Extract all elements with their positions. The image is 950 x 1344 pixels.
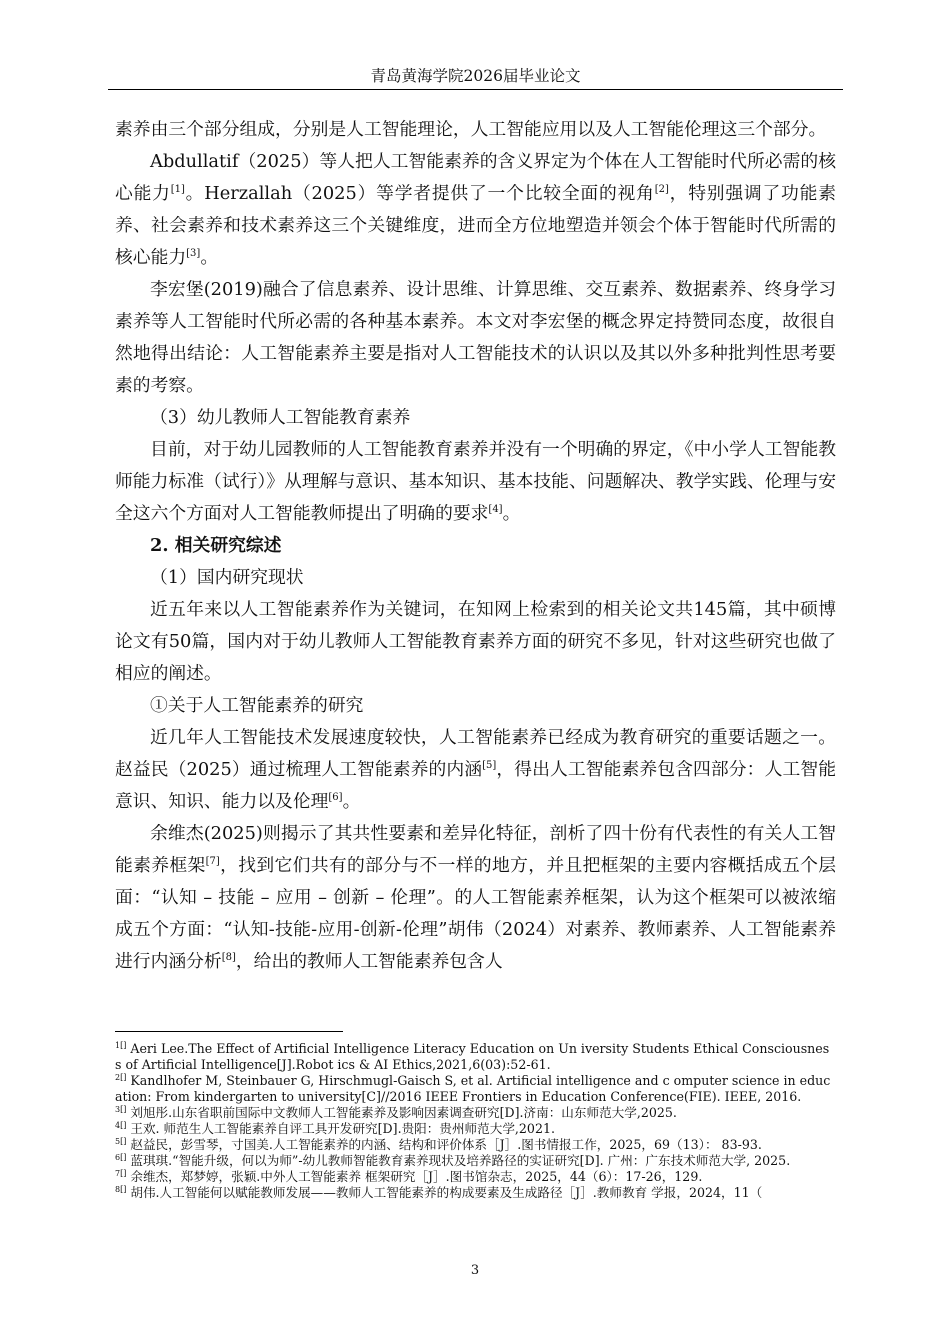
body-text — [115, 114, 836, 978]
page-number: 3 — [470, 1263, 480, 1278]
paragraph: 余维杰(2025)则揭示了其共性要素和差异化特征，剖析了四十份有代表性的有关人工智能素养框架[7]，找到它们共有的部分与不一样的地方，并且把框架的主要内容概括成五个层面：“认知 – 技能 – 应用 – 创新 – 伦理”。的人工智能素养框架，认为这个框架可以被浓缩成五个方面：“认知-技能-应用-创新-伦理”胡伟（2024）对素养、教师素养、人工智能素养进行内涵分析[8]，给出的教师人工智能素养包含人 — [115, 823, 836, 972]
footnote: $^{5[]}$ 赵益民，彭雪琴，寸国美.人工智能素养的内涵、结构和评价体系［J］.图书情报工作，2025，69（13）： 83-93. — [115, 1136, 762, 1152]
header-rule — [108, 89, 843, 90]
footnote-marker: 2[] — [115, 1072, 127, 1082]
citation-marker: [7] — [205, 856, 220, 868]
citation-marker: [3] — [186, 248, 201, 260]
footnote-marker: 4[] — [115, 1120, 127, 1130]
footnote: $^{7[]}$ 余维杰，郑梦婷，张颖.中外人工智能素养 框架研究［J］.图书馆杂志，2025，44（6）：17-26，129. — [115, 1168, 703, 1184]
citation-marker: [2] — [654, 184, 669, 196]
citation-marker: [5] — [482, 760, 497, 772]
subsection-heading: （1）国内研究现状 — [150, 567, 304, 588]
footnote: $^{4[]}$ 王欢. 师范生人工智能素养自评工具开发研究[D].贵阳：贵州师范大学,2021. — [115, 1120, 555, 1136]
footnote-marker: 1[] — [115, 1040, 127, 1050]
footnote: $^{6[]}$ 蓝琪琪.“智能升级，何以为师”-幼儿教师智能教育素养现状及培养路径的实证研究[D]. 广州：广东技术师范大学, 2025. — [115, 1152, 791, 1168]
citation-marker: [8] — [221, 952, 236, 964]
footnote: $^{1[]}$ Aeri Lee.The Effect of Artificial Intelligence Literacy Education on Un iversity Students Ethical Consciousness of Artificial Intelligence[J].Robot ics & AI Ethics,2021,6(03):52-61. — [115, 1040, 830, 1072]
page-header: 青岛黄海学院2026届毕业论文 — [370, 67, 581, 85]
subsection-heading: （3）幼儿教师人工智能教育素养 — [150, 407, 411, 428]
footnote-separator — [115, 1031, 343, 1032]
footnote: $^{2[]}$ Kandlhofer M, Steinbauer G, Hirschmugl-Gaisch S, et al. Artificial intelligence and c omputer science in education: From kindergarten to university[C]//2016 IEEE Frontiers in Education Conference(FIE). IEEE, 2016. — [115, 1072, 831, 1104]
footnote-marker: 8[] — [115, 1184, 127, 1194]
footnotes — [115, 1041, 835, 1201]
paragraph: 李宏堡(2019)融合了信息素养、设计思维、计算思维、交互素养、数据素养、终身学习素养等人工智能时代所必需的各种基本素养。本文对李宏堡的概念界定持赞同态度，故很自然地得出结论：人工智能素养主要是指对人工智能技术的认识以及其以外多种批判性思考要素的考察。 — [115, 279, 836, 396]
section-heading: 2. 相关研究综述 — [150, 535, 282, 556]
paragraph: 素养由三个部分组成，分别是人工智能理论，人工智能应用以及人工智能伦理这三个部分。 — [115, 119, 827, 140]
citation-marker: [4] — [488, 504, 503, 516]
footnote-marker: 7[] — [115, 1168, 127, 1178]
paragraph: Abdullatif（2025）等人把人工智能素养的含义界定为个体在人工智能时代所必需的核心能力[1]。Herzallah（2025）等学者提供了一个比较全面的视角[2]，特别强调了功能素养、社会素养和技术素养这三个关键维度，进而全方位地塑造并领会个体于智能时代所需的核心能力[3]。 — [115, 151, 836, 268]
citation-marker: [6] — [328, 792, 343, 804]
footnote-marker: 6[] — [115, 1152, 127, 1162]
footnote: $^{3[]}$ 刘旭彤.山东省职前国际中文教师人工智能素养及影响因素调查研究[D].济南：山东师范大学,2025. — [115, 1104, 677, 1120]
footnote-marker: 5[] — [115, 1136, 127, 1146]
paragraph: 近五年来以人工智能素养作为关键词，在知网上检索到的相关论文共145篇，其中硕博论文有50篇，国内对于幼儿教师人工智能教育素养方面的研究不多见，针对这些研究也做了相应的阐述。 — [115, 599, 836, 684]
subsection-heading: ①关于人工智能素养的研究 — [150, 695, 364, 716]
paragraph: 目前，对于幼儿园教师的人工智能教育素养并没有一个明确的界定，《中小学人工智能教师能力标准（试行）》从理解与意识、基本知识、基本技能、问题解决、教学实践、伦理与安全这六个方面对人工智能教师提出了明确的要求[4]。 — [115, 439, 836, 524]
footnote-marker: 3[] — [115, 1104, 127, 1114]
paragraph: 近几年人工智能技术发展速度较快，人工智能素养已经成为教育研究的重要话题之一。赵益民（2025）通过梳理人工智能素养的内涵[5]，得出人工智能素养包含四部分：人工智能意识、知识、能力以及伦理[6]。 — [115, 727, 836, 812]
footnote: $^{8[]}$ 胡伟.人工智能何以赋能教师发展——教师人工智能素养的构成要素及生成路径［J］.教师教育 学报，2024，11（ — [115, 1184, 763, 1200]
citation-marker: [1] — [170, 184, 185, 196]
